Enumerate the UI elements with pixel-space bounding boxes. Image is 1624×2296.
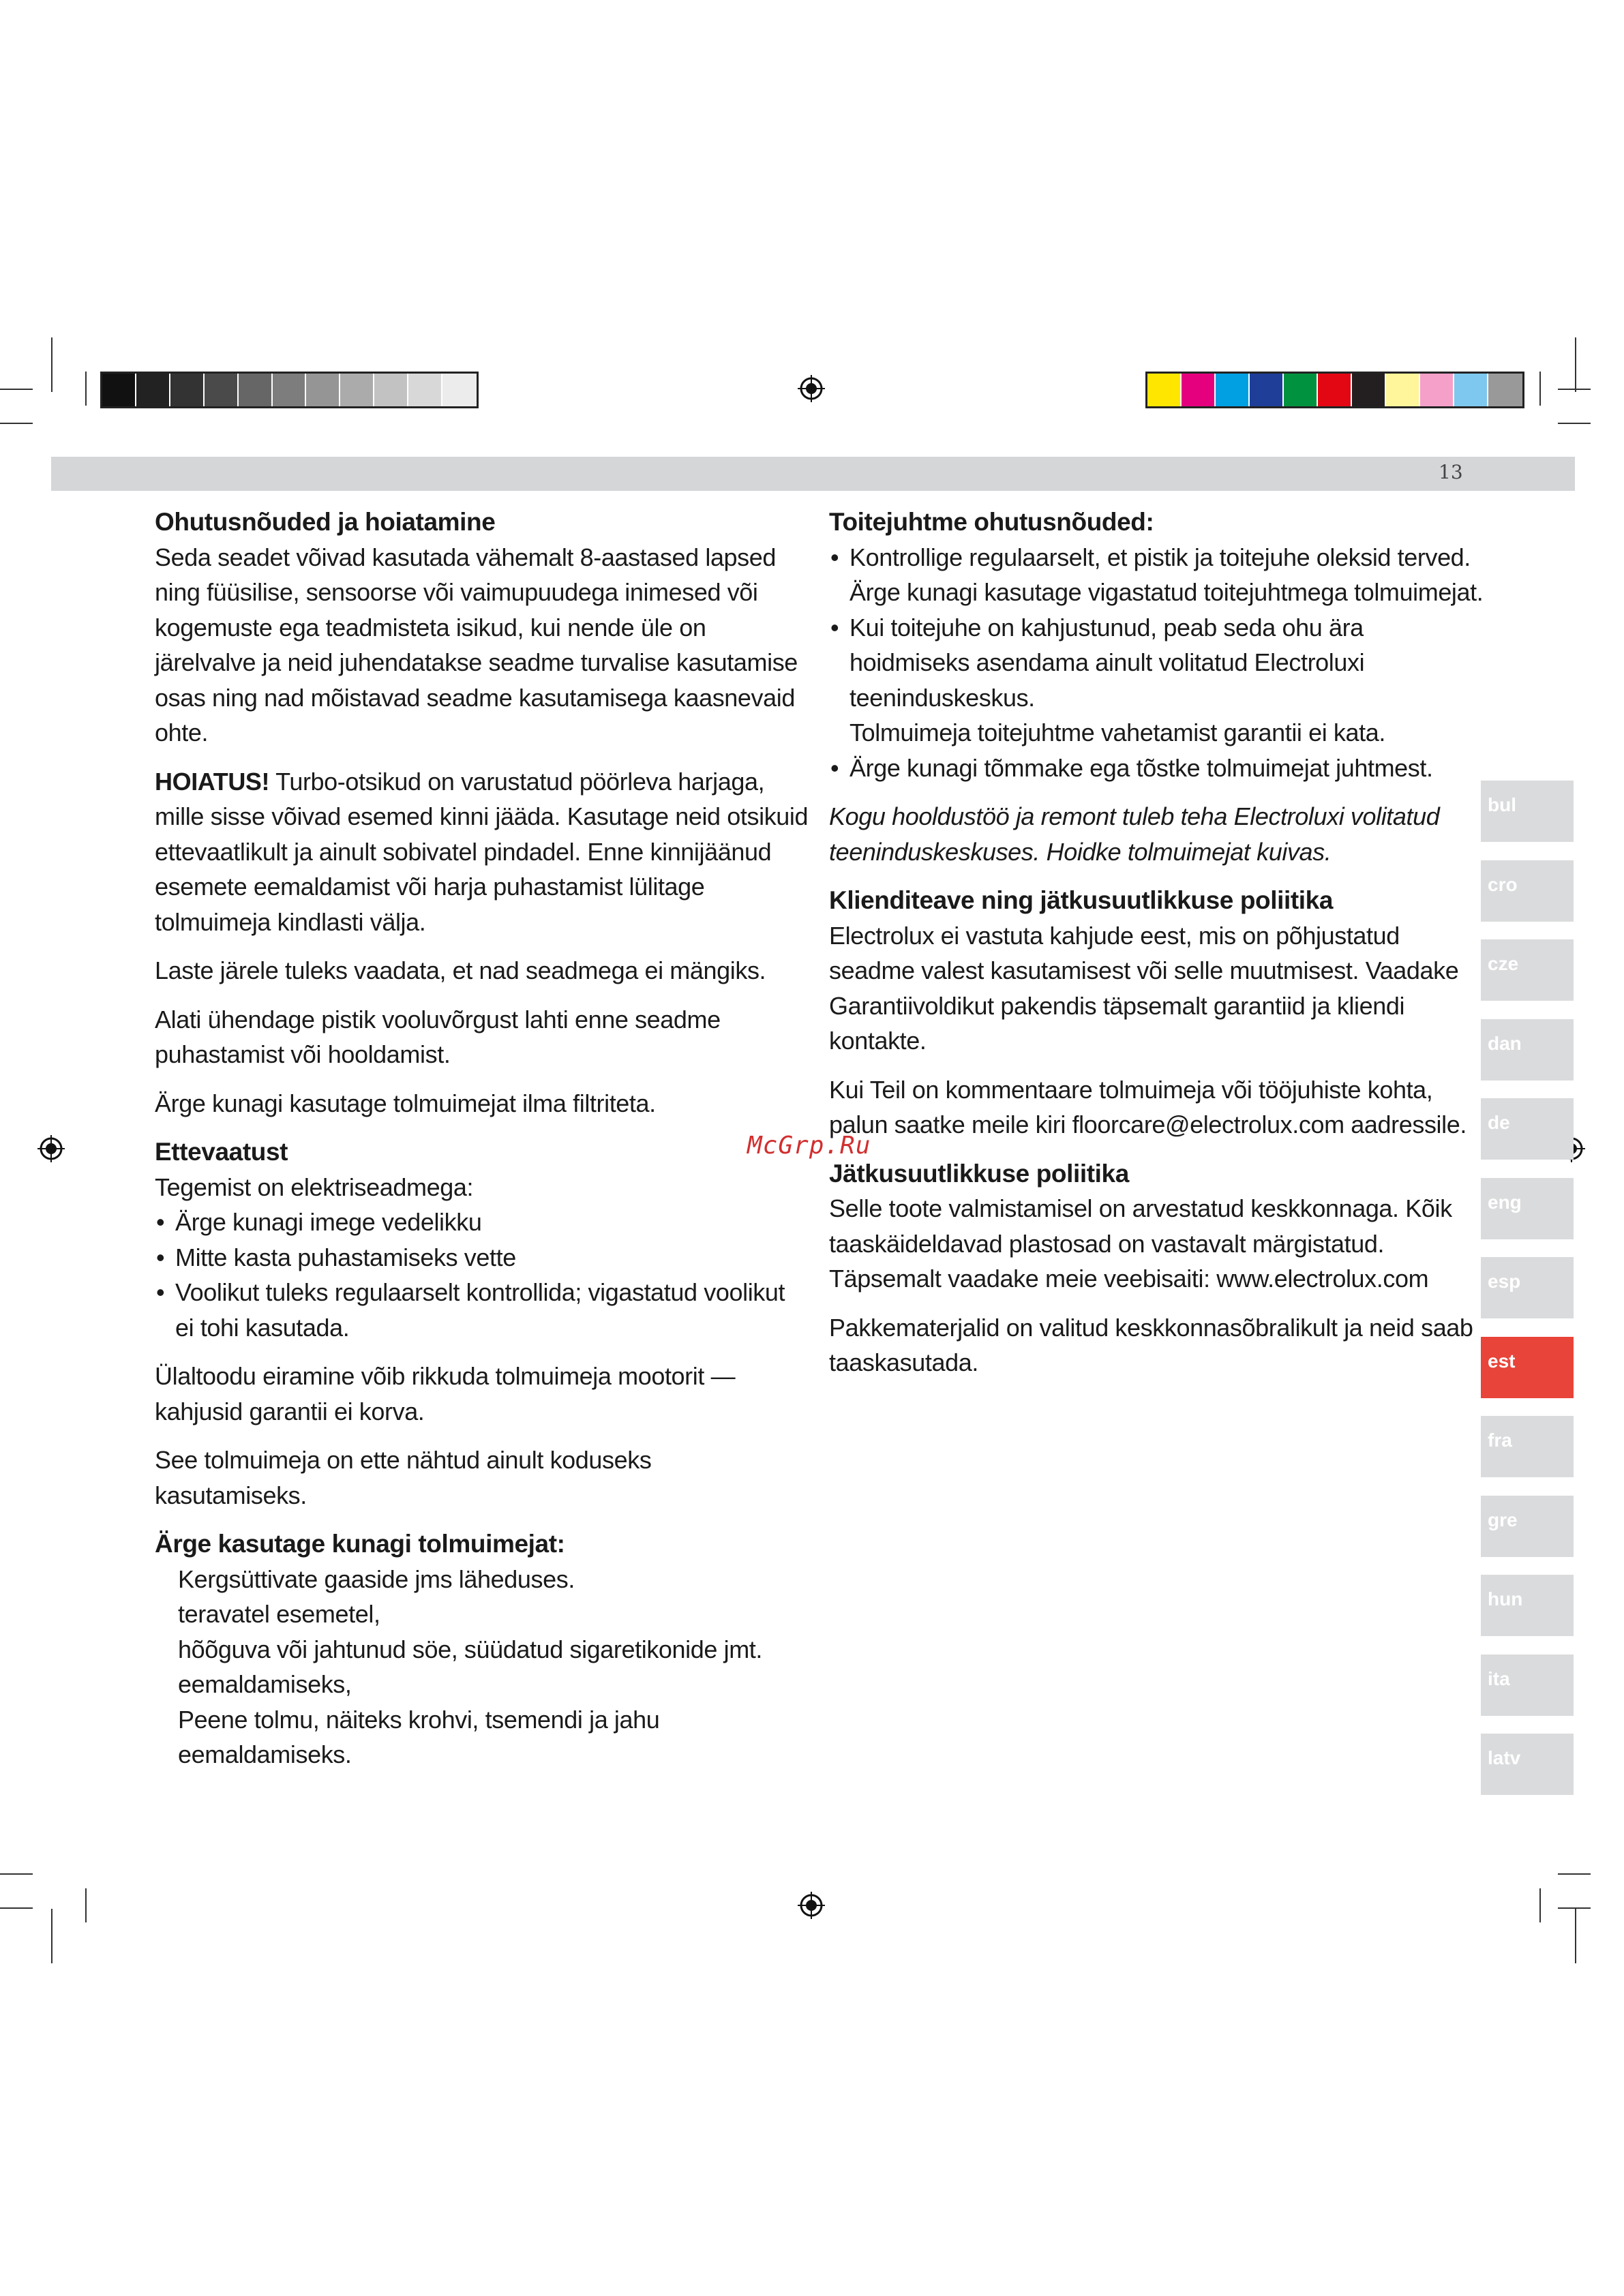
color-swatch [273, 374, 307, 406]
color-swatch [1386, 374, 1420, 406]
sustainability-section [829, 1156, 1484, 1297]
left-column [155, 504, 809, 1786]
crop-mark [1558, 389, 1591, 390]
grayscale-color-bar [100, 372, 479, 408]
color-swatch [170, 374, 205, 406]
caution-list [155, 1205, 809, 1345]
color-swatch [374, 374, 408, 406]
crop-mark [1575, 1909, 1576, 1963]
color-swatch [340, 374, 374, 406]
crop-mark [85, 372, 87, 406]
safety-text: Seda seadet võivad kasutada vähemalt 8-aastased lapsed ning füüsilise, sensoorse või vaimupuudega inimesed või kogemuste ega teadmisteta isikud, kui nende üle on järelvalve ja neid juhendatakse seadme turvalise kasutamise osas ning nad mõistavad seadme kasutamisega kaasnevaid ohte. [155, 543, 798, 746]
warning-paragraph [155, 764, 809, 940]
crop-mark [1539, 1888, 1541, 1922]
crop-mark [1575, 337, 1576, 392]
crop-mark [1539, 372, 1541, 406]
section-title: Ettevaatust [155, 1138, 288, 1166]
section-title: Jätkusuutlikkuse poliitika [829, 1159, 1129, 1188]
home-use-paragraph: See tolmuimeja on ette nähtud ainult koduseks kasutamiseks. [155, 1446, 652, 1509]
color-swatch [102, 374, 136, 406]
service-note: Kogu hooldustöö ja remont tuleb teha Electroluxi volitatud teeninduskeskuses. Hoidke tolmuimejat kuivas. [829, 802, 1440, 866]
list-item: • Ärge kunagi tõmmake ega tõstke tolmuimejat juhtmest. [829, 751, 1484, 786]
language-tab-latv[interactable]: latv [1481, 1734, 1574, 1795]
list-item: hõõguva või jahtunud söe, süüdatud sigaretikonide jmt. eemaldamiseks, [178, 1635, 762, 1698]
list-item: teravatel esemetel, [178, 1600, 380, 1628]
language-tab-fra[interactable]: fra [1481, 1416, 1574, 1477]
filters-paragraph: Ärge kunagi kasutage tolmuimejat ilma filtriteta. [155, 1089, 656, 1117]
section-title: Toitejuhtme ohutusnõuded: [829, 508, 1154, 536]
crop-mark [0, 389, 33, 390]
registration-mark-icon [798, 1892, 825, 1919]
warning-label: HOIATUS! [155, 767, 270, 796]
section-title: Ohutusnõuded ja hoiatamine [155, 508, 496, 536]
never-use-section [155, 1526, 809, 1772]
color-swatch [1454, 374, 1488, 406]
crop-mark [1558, 423, 1591, 424]
children-paragraph: Laste järele tuleks vaadata, et nad seadmega ei mängiks. [155, 956, 766, 984]
language-tab-ita[interactable]: ita [1481, 1655, 1574, 1716]
list-item-note: Ärge kunagi kasutage vigastatud toitejuhtmega tolmuimejat. [849, 578, 1484, 606]
list-item: • Kontrollige regulaarselt, et pistik ja toitejuhe oleksid terved. Ärge kunagi kasutage vigastatud toitejuhtmega tolmuimejat. [829, 540, 1484, 610]
watermark: McGrp.Ru [747, 1132, 871, 1160]
color-swatch [1216, 374, 1250, 406]
registration-mark-icon [37, 1135, 65, 1162]
color-swatch [1147, 374, 1182, 406]
language-tab-esp[interactable]: esp [1481, 1257, 1574, 1318]
safety-section [155, 504, 809, 751]
language-tab-hun[interactable]: hun [1481, 1575, 1574, 1636]
color-swatch [1352, 374, 1386, 406]
cord-safety-section [829, 504, 1484, 785]
customer-info-text: Electrolux ei vastuta kahjude eest, mis on põhjustatud seadme valest kasutamisest või selle muutmisest. Vaadake Garantiivoldikut pakendis täpsemalt garantiid ja kliendi kontakte. [829, 921, 1459, 1055]
process-color-bar [1145, 372, 1524, 408]
color-swatch [1182, 374, 1216, 406]
list-item: Peene tolmu, näiteks krohvi, tsemendi ja jahu eemaldamiseks. [178, 1705, 660, 1768]
list-item: Kergsüttivate gaaside jms läheduses. [178, 1565, 575, 1593]
list-item: • Mitte kasta puhastamiseks vette [155, 1240, 809, 1275]
crop-mark [0, 423, 33, 424]
crop-mark [0, 1907, 33, 1909]
comments-paragraph: Kui Teil on kommentaare tolmuimeja või tööjuhiste kohta, palun saatke meile kiri floorcare@electrolux.com aadressile. [829, 1075, 1467, 1138]
right-column [829, 504, 1484, 1394]
section-title: Klienditeave ning jätkusuutlikkuse poliitika [829, 886, 1334, 914]
caution-intro: Tegemist on elektriseadmega: [155, 1173, 474, 1201]
language-tab-dan[interactable]: dan [1481, 1019, 1574, 1081]
crop-mark [85, 1888, 87, 1922]
list-item: • Ärge kunagi imege vedelikku [155, 1205, 809, 1240]
list-item: • Kui toitejuhe on kahjustunud, peab seda ohu ära hoidmiseks asendama ainult volitatud Electroluxi teeninduskeskus. Tolmuimeja toitejuhtme vahetamist garantii ei kata. [829, 610, 1484, 751]
warning-text: Turbo-otsikud on varustatud pöörleva harjaga, mille sisse võivad esemed kinni jääda. Kasutage neid otsikuid ettevaatlikult ja ainult sobivatel pindadel. Enne kinnijäänud esemete eemaldamist või harja puhastamist lülitage tolmuimeja kindlasti välja. [155, 767, 809, 936]
language-tab-de[interactable]: de [1481, 1098, 1574, 1160]
header-strip [51, 457, 1575, 491]
list-item-note: Tolmuimeja toitejuhtme vahetamist garantii ei kata. [849, 719, 1385, 746]
packaging-paragraph: Pakkematerjalid on valitud keskkonnasõbralikult ja neid saab taaskasutada. [829, 1313, 1473, 1376]
page-number: 13 [1439, 461, 1463, 483]
crop-mark [51, 337, 52, 392]
color-swatch [1284, 374, 1318, 406]
color-swatch [408, 374, 442, 406]
crop-mark [1558, 1873, 1591, 1875]
customer-info-section [829, 883, 1484, 1059]
color-swatch [205, 374, 239, 406]
color-swatch [1420, 374, 1454, 406]
crop-mark [51, 1909, 52, 1963]
color-swatch [306, 374, 340, 406]
unplug-paragraph: Alati ühendage pistik vooluvõrgust lahti enne seadme puhastamist või hooldamist. [155, 1005, 721, 1068]
sustainability-text: Selle toote valmistamisel on arvestatud keskkonnaga. Kõik taaskäideldavad plastosad on vastavalt märgistatud. Täpsemalt vaadake meie veebisaiti: www.electrolux.com [829, 1194, 1452, 1293]
registration-mark-icon [798, 375, 825, 402]
language-tab-cze[interactable]: cze [1481, 939, 1574, 1001]
crop-mark [1558, 1907, 1591, 1909]
language-tab-cro[interactable]: cro [1481, 860, 1574, 922]
section-title: Ärge kasutage kunagi tolmuimejat: [155, 1530, 565, 1558]
caution-section [155, 1134, 809, 1345]
language-tab-est[interactable]: est [1481, 1337, 1574, 1398]
color-swatch [1488, 374, 1522, 406]
language-tab-gre[interactable]: gre [1481, 1496, 1574, 1557]
color-swatch [1318, 374, 1352, 406]
language-tab-eng[interactable]: eng [1481, 1178, 1574, 1239]
color-swatch [136, 374, 170, 406]
language-tab-bul[interactable]: bul [1481, 781, 1574, 842]
cord-list [829, 540, 1484, 786]
ignore-paragraph: Ülaltoodu eiramine võib rikkuda tolmuimeja mootorit — kahjusid garantii ei korva. [155, 1362, 736, 1425]
list-item: • Voolikut tuleks regulaarselt kontrollida; vigastatud voolikut ei tohi kasutada. [155, 1275, 809, 1345]
color-swatch [1250, 374, 1284, 406]
crop-mark [0, 1873, 33, 1875]
color-swatch [239, 374, 273, 406]
color-swatch [442, 374, 477, 406]
